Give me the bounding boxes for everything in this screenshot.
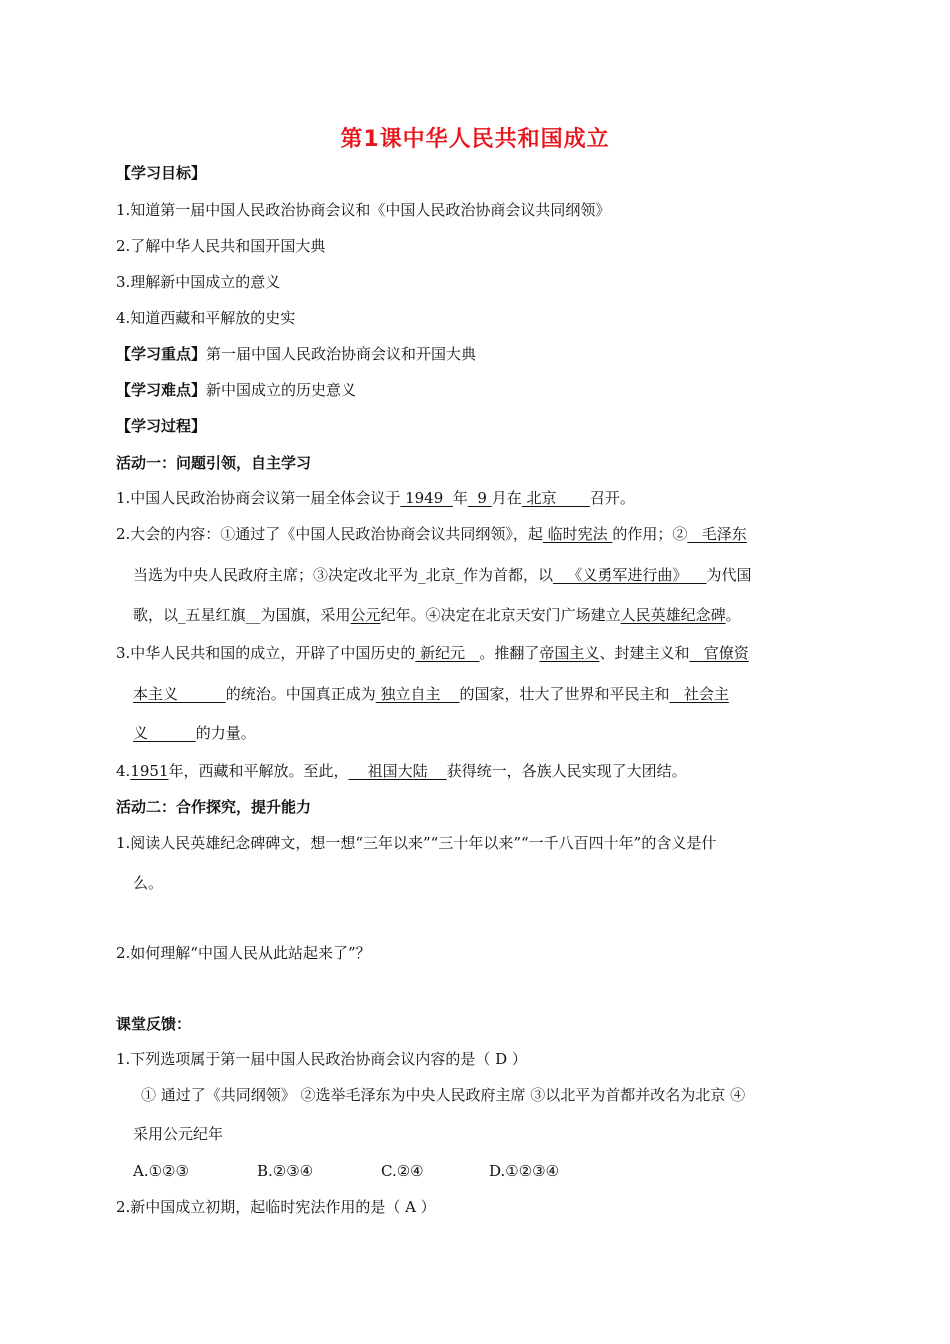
q-text: 3.中华人民共和国的成立，开辟了中国历史的 (116, 644, 416, 662)
q-text: 为国旗，采用 (260, 606, 351, 624)
activity1-q2-line3 (133, 605, 741, 625)
answer-blank: 人民英雄纪念碑 (620, 606, 726, 624)
page-title: 第1课中华人民共和国成立 (340, 127, 610, 152)
q-text: 2.大会的内容：①通过了《中国人民政治协商会议共同纲领》，起 (116, 525, 543, 543)
activity2-q1-line2: 么。 (133, 874, 164, 892)
q-text: 的统治。中国真正成为 (225, 685, 376, 703)
activity2-q1-line1: 1.阅读人民英雄纪念碑碑文，想一想“三年以来”“三十年以来”“一千八百四十年”的含义是什 (116, 834, 717, 852)
answer-blank: 独立自主 (375, 685, 460, 703)
q-text: 作为首都，以 (463, 566, 554, 584)
q-text: 当选为中央人民政府主席；③决定改北平为 (133, 566, 419, 584)
answer-blank: 社会主 (669, 685, 729, 703)
feedback-header: 课堂反馈： (116, 1015, 192, 1033)
difficulty (116, 380, 356, 400)
answer-blank: 《义勇军进行曲》 (553, 566, 707, 584)
activity1-q1 (116, 488, 635, 508)
goal-item-3: 3.理解新中国成立的意义 (116, 273, 281, 291)
answer-blank: 9 (467, 489, 492, 507)
feedback-q2: 2.新中国成立初期，起临时宪法作用的是（ A ） (116, 1198, 436, 1216)
feedback-q1-option-d: D.①②③④ (489, 1162, 560, 1180)
q-text: 纪年。④决定在北京天安门广场建立 (380, 606, 621, 624)
feedback-q1-option-c: C.②④ (381, 1162, 424, 1180)
answer-blank: 毛泽东 (687, 525, 747, 543)
q-text: 的作用；② (612, 525, 688, 543)
goal-item-1: 1.知道第一届中国人民政治协商会议和《中国人民政治协商会议共同纲领》 (116, 201, 611, 219)
goal-item-2: 2.了解中华人民共和国开国大典 (116, 237, 326, 255)
q-text: 获得统一，各族人民实现了大团结。 (446, 762, 687, 780)
feedback-q1: 1.下列选项属于第一届中国人民政治协商会议内容的是（ D ） (116, 1050, 527, 1068)
answer-blank: 临时宪法 (542, 525, 613, 543)
feedback-q1-option-b: B.②③④ (257, 1162, 314, 1180)
q-text: 为代国 (706, 566, 752, 584)
key-points-label: 【学习重点】 (116, 345, 207, 363)
goals-header: 【学习目标】 (116, 164, 207, 182)
answer-blank: 新纪元 (415, 644, 480, 662)
goal-item-4: 4.知道西藏和平解放的史实 (116, 309, 296, 327)
answer-blank: 义 (133, 724, 196, 742)
answer-blank: 官僚资 (689, 644, 749, 662)
answer-blank: _五星红旗__ (178, 606, 261, 624)
q-text: 1.中国人民政治协商会议第一届全体会议于 (116, 489, 401, 507)
q-text: 4. (116, 762, 131, 780)
q-text: 。 (725, 606, 741, 624)
feedback-q1-option-a: A.①②③ (133, 1162, 189, 1180)
difficulty-label: 【学习难点】 (116, 381, 207, 399)
key-points-text: 第一届中国人民政治协商会议和开国大典 (206, 345, 477, 363)
q-text: 。推翻了 (479, 644, 540, 662)
answer-blank: _北京_ (418, 566, 464, 584)
activity2-q2: 2.如何理解“中国人民从此站起来了”？ (116, 944, 371, 962)
q-text: 召开。 (589, 489, 635, 507)
activity1-header: 活动一：问题引领，自主学习 (116, 454, 312, 472)
answer-blank: 1949 (400, 489, 453, 507)
answer-blank: 祖国大陆 (348, 762, 447, 780)
q-text: 月在 (491, 489, 522, 507)
q-text: 的力量。 (195, 724, 256, 742)
activity2-header: 活动二：合作探究，提升能力 (116, 798, 312, 816)
answer-blank: 本主义 (133, 685, 226, 703)
difficulty-text: 新中国成立的历史意义 (206, 381, 357, 399)
q-text: 、封建主义和 (599, 644, 690, 662)
q-text: 歌，以 (133, 606, 179, 624)
q-text: 的国家，壮大了世界和平民主和 (459, 685, 670, 703)
feedback-q1-statements-line1: ① 通过了《共同纲领》 ②选举毛泽东为中央人民政府主席 ③以北平为首都并改名为北京 ④ (141, 1086, 746, 1104)
q-text: 年，西藏和平解放。至此， (168, 762, 349, 780)
feedback-q1-statements-line2: 采用公元纪年 (133, 1125, 224, 1143)
answer-blank: 公元 (350, 606, 381, 624)
activity1-q2-line2 (133, 565, 751, 585)
activity1-q4 (116, 761, 687, 781)
answer-blank: 帝国主义 (539, 644, 600, 662)
activity1-q3-line3 (133, 723, 256, 743)
key-points (116, 344, 476, 364)
q-text: 年 (452, 489, 468, 507)
answer-blank: 北京 (521, 489, 590, 507)
activity1-q2-line1 (116, 524, 747, 544)
process-header: 【学习过程】 (116, 417, 207, 435)
activity1-q3-line1 (116, 643, 749, 663)
answer-blank: 1951 (130, 762, 169, 780)
activity1-q3-line2 (133, 684, 729, 704)
